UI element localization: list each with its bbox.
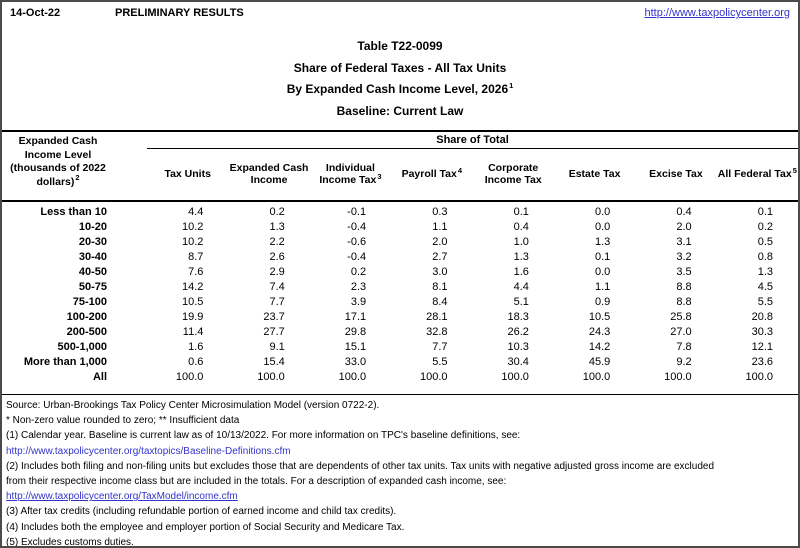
column-header <box>717 165 798 181</box>
cell: 7.7 <box>269 296 285 308</box>
column-header-label: Individual Income Tax <box>319 161 377 187</box>
cell: 1.6 <box>188 341 204 353</box>
row-label: 500-1,000 <box>57 341 107 353</box>
cell: 5.5 <box>432 356 448 368</box>
cell: 45.9 <box>588 356 611 368</box>
cell: 25.8 <box>670 311 692 323</box>
cell: 1.3 <box>513 251 529 263</box>
footnote-line: (4) Includes both the employee and employer portion of Social Security and Medicare Tax. <box>6 521 405 533</box>
footnote-line: (1) Calendar year. Baseline is current law as of 10/13/2022. For more information on TPC's baseline definitions, see: <box>6 430 521 442</box>
table-row <box>2 340 798 355</box>
footnote-line: (3) After tax credits (including refundable portion of earned income and child tax credits). <box>6 506 397 518</box>
table-title: Share of Federal Taxes - All Tax Units <box>293 60 507 75</box>
footnote-ref-2: 2 <box>75 173 80 182</box>
cell: 3.9 <box>350 296 367 308</box>
cell: 14.2 <box>181 281 204 293</box>
cell: 32.8 <box>426 326 448 338</box>
footnote-ref-4: 4 <box>457 165 463 175</box>
row-header-title <box>2 135 114 189</box>
cell: 0.2 <box>269 206 285 218</box>
cell: 0.1 <box>594 251 611 263</box>
footnote-ref-5: 5 <box>792 165 797 175</box>
table-header <box>2 130 798 202</box>
date-label: 14-Oct-22 <box>10 7 61 19</box>
column-header <box>473 162 554 187</box>
cell: 33.0 <box>344 356 367 368</box>
row-label: 200-500 <box>66 326 107 338</box>
cell: 0.2 <box>350 266 367 278</box>
cell: 27.0 <box>670 326 692 338</box>
cell: 100.0 <box>664 371 692 383</box>
row-header-line: Expanded Cash <box>18 135 98 147</box>
table-row <box>2 355 798 370</box>
cell: 0.5 <box>757 236 773 248</box>
cell: 9.2 <box>676 356 692 368</box>
column-header-label: Tax Units <box>164 168 211 180</box>
cell: 10.5 <box>181 296 204 308</box>
cell: 8.8 <box>676 281 692 293</box>
table-row <box>2 265 798 280</box>
cell: 18.3 <box>507 311 529 323</box>
row-label: Less than 10 <box>40 206 107 218</box>
cell: 4.4 <box>513 281 529 293</box>
top-bar <box>2 7 798 23</box>
column-header-label: Estate Tax <box>568 168 621 180</box>
footnote-link[interactable]: http://www.taxpolicycenter.org/taxtopics/Baseline-Definitions.cfm <box>6 445 291 457</box>
row-label: All <box>92 371 107 383</box>
cell: 3.0 <box>432 266 448 278</box>
cell: 4.5 <box>757 281 773 293</box>
row-label: 20-30 <box>78 236 107 248</box>
cell: 3.2 <box>676 251 692 263</box>
share-of-total-group <box>147 132 798 200</box>
cell: 100.0 <box>582 371 611 383</box>
cell: 1.1 <box>432 221 448 233</box>
table-row <box>2 325 798 340</box>
table-row <box>2 295 798 310</box>
cell: 30.4 <box>507 356 529 368</box>
row-label: 10-20 <box>78 221 107 233</box>
cell: 17.1 <box>344 311 367 323</box>
title-block <box>2 36 798 122</box>
cell: 0.4 <box>513 221 529 233</box>
share-of-total-header: Share of Total <box>147 132 798 149</box>
cell: 19.9 <box>181 311 204 323</box>
taxpolicycenter-link[interactable]: http://www.taxpolicycenter.org <box>644 7 790 19</box>
row-label: 100-200 <box>66 311 107 323</box>
cell: 10.3 <box>507 341 529 353</box>
table-row <box>2 370 798 385</box>
table-row <box>2 220 798 235</box>
cell: -0.1 <box>347 206 367 218</box>
cell: 100.0 <box>257 371 285 383</box>
cell: 12.1 <box>751 341 773 353</box>
cell: 9.1 <box>269 341 285 353</box>
cell: 0.8 <box>757 251 773 263</box>
cell: 1.1 <box>594 281 611 293</box>
cell: 1.6 <box>513 266 529 278</box>
column-header <box>228 162 309 187</box>
column-header-label: Payroll Tax <box>401 168 457 180</box>
cell: 7.8 <box>676 341 692 353</box>
table-subtitle-text: By Expanded Cash Income Level, 2026 <box>286 82 509 96</box>
cell: 2.6 <box>269 251 285 263</box>
footnote-line: (5) Excludes customs duties. <box>6 536 134 546</box>
row-label: 40-50 <box>78 266 107 278</box>
table-subtitle <box>2 79 798 101</box>
row-label: 30-40 <box>78 251 107 263</box>
column-header <box>391 165 472 181</box>
cell: 0.4 <box>676 206 692 218</box>
cell: 10.2 <box>181 236 204 248</box>
cell: 29.8 <box>344 326 367 338</box>
cell: -0.4 <box>347 251 367 263</box>
column-headers-row <box>147 149 798 200</box>
cell: 1.3 <box>269 221 285 233</box>
column-header <box>635 168 716 181</box>
cell: 27.7 <box>263 326 285 338</box>
row-label: More than 1,000 <box>23 356 107 368</box>
cell: 2.0 <box>432 236 448 248</box>
cell: 10.2 <box>181 221 204 233</box>
column-header <box>554 168 635 181</box>
row-header-line: Income Level <box>24 148 92 161</box>
cell: 5.1 <box>513 296 529 308</box>
cell: 5.5 <box>757 296 773 308</box>
cell: 23.7 <box>263 311 285 323</box>
baseline-label: Baseline: Current Law <box>336 103 464 118</box>
preliminary-results-label: PRELIMINARY RESULTS <box>115 7 244 19</box>
cell: 2.3 <box>350 281 367 293</box>
cell: 100.0 <box>175 371 204 383</box>
cell: 28.1 <box>426 311 448 323</box>
footnote-ref-1: 1 <box>509 81 514 90</box>
row-label: 75-100 <box>72 296 107 308</box>
cell: 0.0 <box>594 266 611 278</box>
footnotes <box>2 394 798 546</box>
cell: 100.0 <box>419 371 448 383</box>
column-header-label: Excise Tax <box>649 168 703 180</box>
footnote-line: * Non-zero value rounded to zero; ** Insufficient data <box>6 415 240 427</box>
cell: 14.2 <box>588 341 611 353</box>
table-row <box>2 250 798 265</box>
cell: 11.4 <box>182 326 204 338</box>
cell: -0.4 <box>347 221 367 233</box>
cell: 3.1 <box>676 236 692 248</box>
cell: 2.7 <box>432 251 448 263</box>
cell: 7.6 <box>188 266 204 278</box>
table-row <box>2 310 798 325</box>
cell: 8.7 <box>188 251 204 263</box>
cell: 2.9 <box>269 266 285 278</box>
cell: 0.1 <box>757 206 773 218</box>
cell: 0.6 <box>188 356 204 368</box>
cell: 2.2 <box>269 236 285 248</box>
cell: 15.1 <box>344 341 367 353</box>
cell: 0.0 <box>594 206 611 218</box>
cell: 1.3 <box>594 236 611 248</box>
cell: 0.0 <box>594 221 611 233</box>
cell: 7.7 <box>432 341 448 353</box>
table-row <box>2 280 798 295</box>
cell: 2.0 <box>676 221 692 233</box>
cell: 24.3 <box>588 326 611 338</box>
footnote-line: (2) Includes both filing and non-filing units but excludes those that are dependents of other tax units. Tax units with negative adjusted gross income are excluded <box>6 460 715 472</box>
cell: 10.5 <box>588 311 611 323</box>
cell: 1.0 <box>513 236 529 248</box>
table-body <box>2 205 798 385</box>
cell: 8.4 <box>432 296 448 308</box>
cell: 20.8 <box>751 311 773 323</box>
footnote-line: Source: Urban-Brookings Tax Policy Center Microsimulation Model (version 0722-2). <box>6 400 380 411</box>
footnote-line: from their respective income class but are included in the totals. For a description of expanded cash income, see: <box>6 476 507 488</box>
column-header-label: Corporate Income Tax <box>484 161 542 187</box>
cell: 23.6 <box>751 356 773 368</box>
column-header-label: Expanded Cash Income <box>229 161 309 187</box>
cell: 0.2 <box>757 221 773 233</box>
table-row <box>2 235 798 250</box>
cell: 0.9 <box>594 296 611 308</box>
row-label: 50-75 <box>78 281 107 293</box>
cell: 0.3 <box>432 206 448 218</box>
footnote-ref-3: 3 <box>377 171 382 181</box>
cell: 4.4 <box>188 206 204 218</box>
cell: 8.8 <box>676 296 692 308</box>
cell: 3.5 <box>676 266 692 278</box>
column-header <box>310 162 391 187</box>
cell: 26.2 <box>507 326 529 338</box>
cell: 100.0 <box>338 371 367 383</box>
table-row <box>2 205 798 220</box>
cell: -0.6 <box>347 236 367 248</box>
column-header <box>147 168 228 181</box>
cell: 0.1 <box>513 206 529 218</box>
cell: 1.3 <box>757 266 773 278</box>
cell: 7.4 <box>269 281 285 293</box>
cell: 8.1 <box>432 281 448 293</box>
row-header-line: (thousands of 2022 <box>10 162 106 174</box>
table-number: Table T22-0099 <box>357 39 443 53</box>
row-header-line <box>2 173 114 190</box>
footnote-link[interactable]: http://www.taxpolicycenter.org/TaxModel/income.cfm <box>6 491 238 503</box>
cell: 15.4 <box>263 356 285 368</box>
column-header-label: All Federal Tax <box>717 168 792 180</box>
row-header-last-line: dollars) <box>36 175 75 188</box>
cell: 30.3 <box>751 326 773 338</box>
cell: 100.0 <box>745 371 773 383</box>
cell: 100.0 <box>501 371 529 383</box>
